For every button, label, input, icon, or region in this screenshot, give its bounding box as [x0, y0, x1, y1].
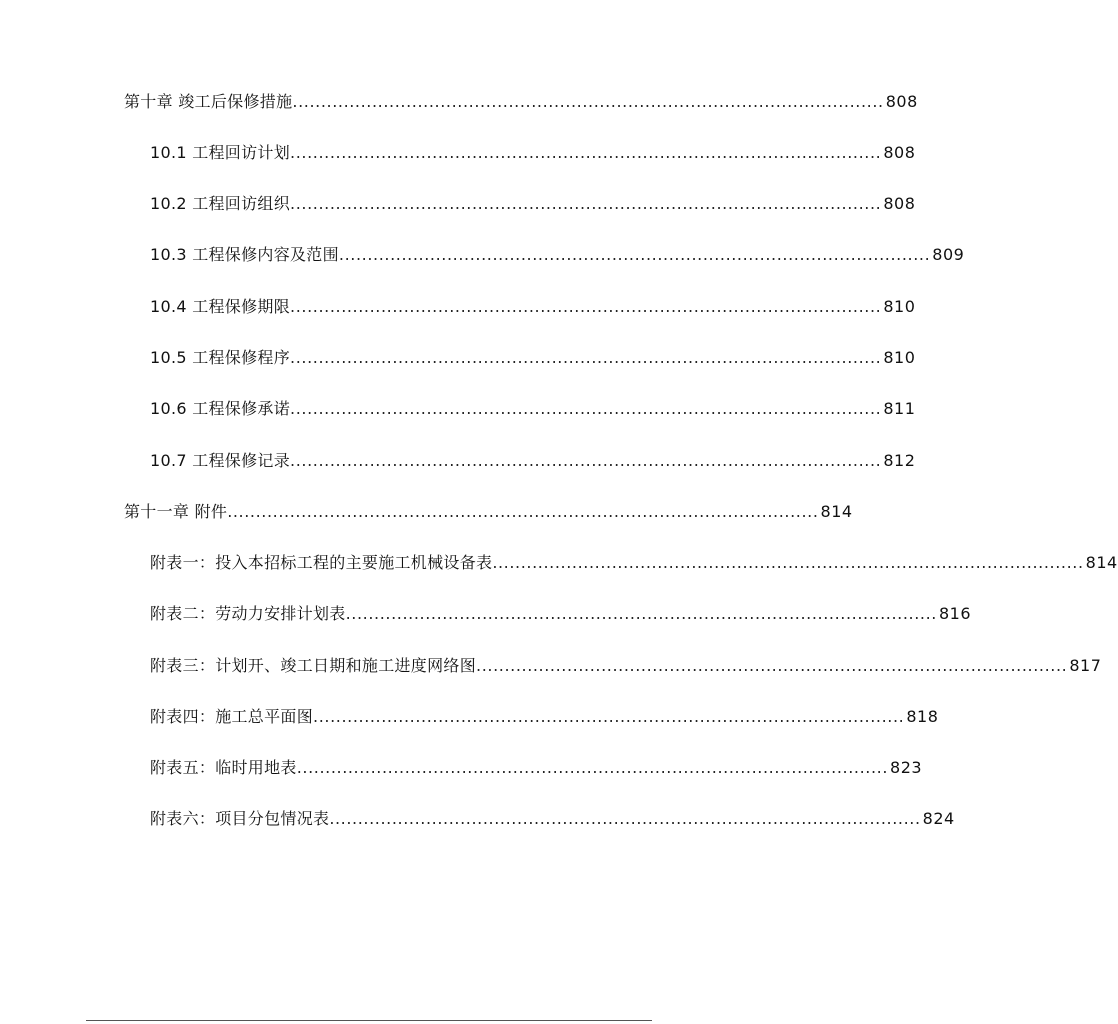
toc-dot-leader: ........................................................................................................	[290, 348, 882, 367]
toc-entry-10-6[interactable]	[150, 397, 916, 421]
toc-entry-appendix-5[interactable]	[150, 756, 923, 780]
toc-dot-leader: ........................................................................................................	[290, 399, 882, 418]
toc-entry-title: 10.2 工程回访组织	[150, 194, 291, 213]
toc-entry-title: 附表一：投入本招标工程的主要施工机械设备表	[150, 553, 493, 572]
toc-page-number: 814	[820, 502, 853, 521]
toc-entry-10-3[interactable]	[150, 243, 965, 267]
toc-entry-title: 第十一章 附件	[124, 502, 228, 521]
toc-page-number: 824	[922, 809, 955, 828]
toc-page-number: 817	[1069, 656, 1102, 675]
toc-page-number: 810	[883, 348, 916, 367]
toc-dot-leader: ........................................................................................................	[292, 92, 884, 111]
toc-entry-10-2[interactable]	[150, 192, 916, 216]
toc-entry-title: 附表四：施工总平面图	[150, 707, 314, 726]
toc-dot-leader: ........................................................................................................	[290, 297, 882, 316]
toc-page-number: 808	[883, 194, 916, 213]
toc-entry-10-4[interactable]	[150, 295, 916, 319]
toc-entry-title: 第十章 竣工后保修措施	[124, 92, 293, 111]
toc-dot-leader: ........................................................................................................	[227, 502, 819, 521]
toc-page-number: 823	[890, 758, 923, 777]
toc-page-number: 818	[906, 707, 939, 726]
toc-page-number: 808	[883, 143, 916, 162]
toc-dot-leader: ........................................................................................................	[338, 245, 931, 264]
toc-entry-title: 10.7 工程保修记录	[150, 451, 291, 470]
toc-page-number: 808	[885, 92, 918, 111]
toc-dot-leader: ........................................................................................................	[329, 809, 921, 828]
toc-entry-title: 10.6 工程保修承诺	[150, 399, 291, 418]
toc-entry-appendix-6[interactable]	[150, 807, 955, 831]
toc-entry-title: 附表五：临时用地表	[150, 758, 297, 777]
toc-dot-leader: ........................................................................................................	[492, 553, 1084, 572]
toc-entry-10-1[interactable]	[150, 141, 916, 165]
footer-divider	[86, 1020, 652, 1021]
toc-page-number: 810	[883, 297, 916, 316]
toc-entry-title: 附表六：项目分包情况表	[150, 809, 330, 828]
toc-dot-leader: ........................................................................................................	[290, 451, 882, 470]
toc-entry-title: 10.4 工程保修期限	[150, 297, 291, 316]
toc-entry-chapter-11[interactable]	[124, 500, 853, 524]
toc-page-number: 811	[883, 399, 916, 418]
toc-page-number: 816	[938, 604, 971, 623]
toc-entry-appendix-2[interactable]	[150, 602, 971, 626]
toc-entry-chapter-10[interactable]	[124, 90, 918, 114]
toc-entry-title: 附表三：计划开、竣工日期和施工进度网络图	[150, 656, 477, 675]
toc-entry-appendix-3[interactable]	[150, 654, 1102, 678]
toc-entry-title: 10.5 工程保修程序	[150, 348, 291, 367]
toc-page-number: 812	[883, 451, 916, 470]
toc-dot-leader: ........................................................................................................	[313, 707, 905, 726]
toc-entry-appendix-1[interactable]	[150, 551, 1118, 575]
toc-entry-title: 10.3 工程保修内容及范围	[150, 245, 339, 264]
toc-entry-10-5[interactable]	[150, 346, 916, 370]
toc-dot-leader: ........................................................................................................	[290, 194, 882, 213]
toc-dot-leader: ........................................................................................................	[345, 604, 937, 623]
toc-entry-title: 10.1 工程回访计划	[150, 143, 291, 162]
toc-entry-title: 附表二：劳动力安排计划表	[150, 604, 346, 623]
toc-dot-leader: ........................................................................................................	[476, 656, 1068, 675]
toc-page-number: 809	[932, 245, 965, 264]
toc-page-number: 814	[1085, 553, 1118, 572]
toc-dot-leader: ........................................................................................................	[290, 143, 882, 162]
toc-entry-appendix-4[interactable]	[150, 705, 939, 729]
toc-entry-10-7[interactable]	[150, 449, 916, 473]
toc-dot-leader: ........................................................................................................	[296, 758, 889, 777]
